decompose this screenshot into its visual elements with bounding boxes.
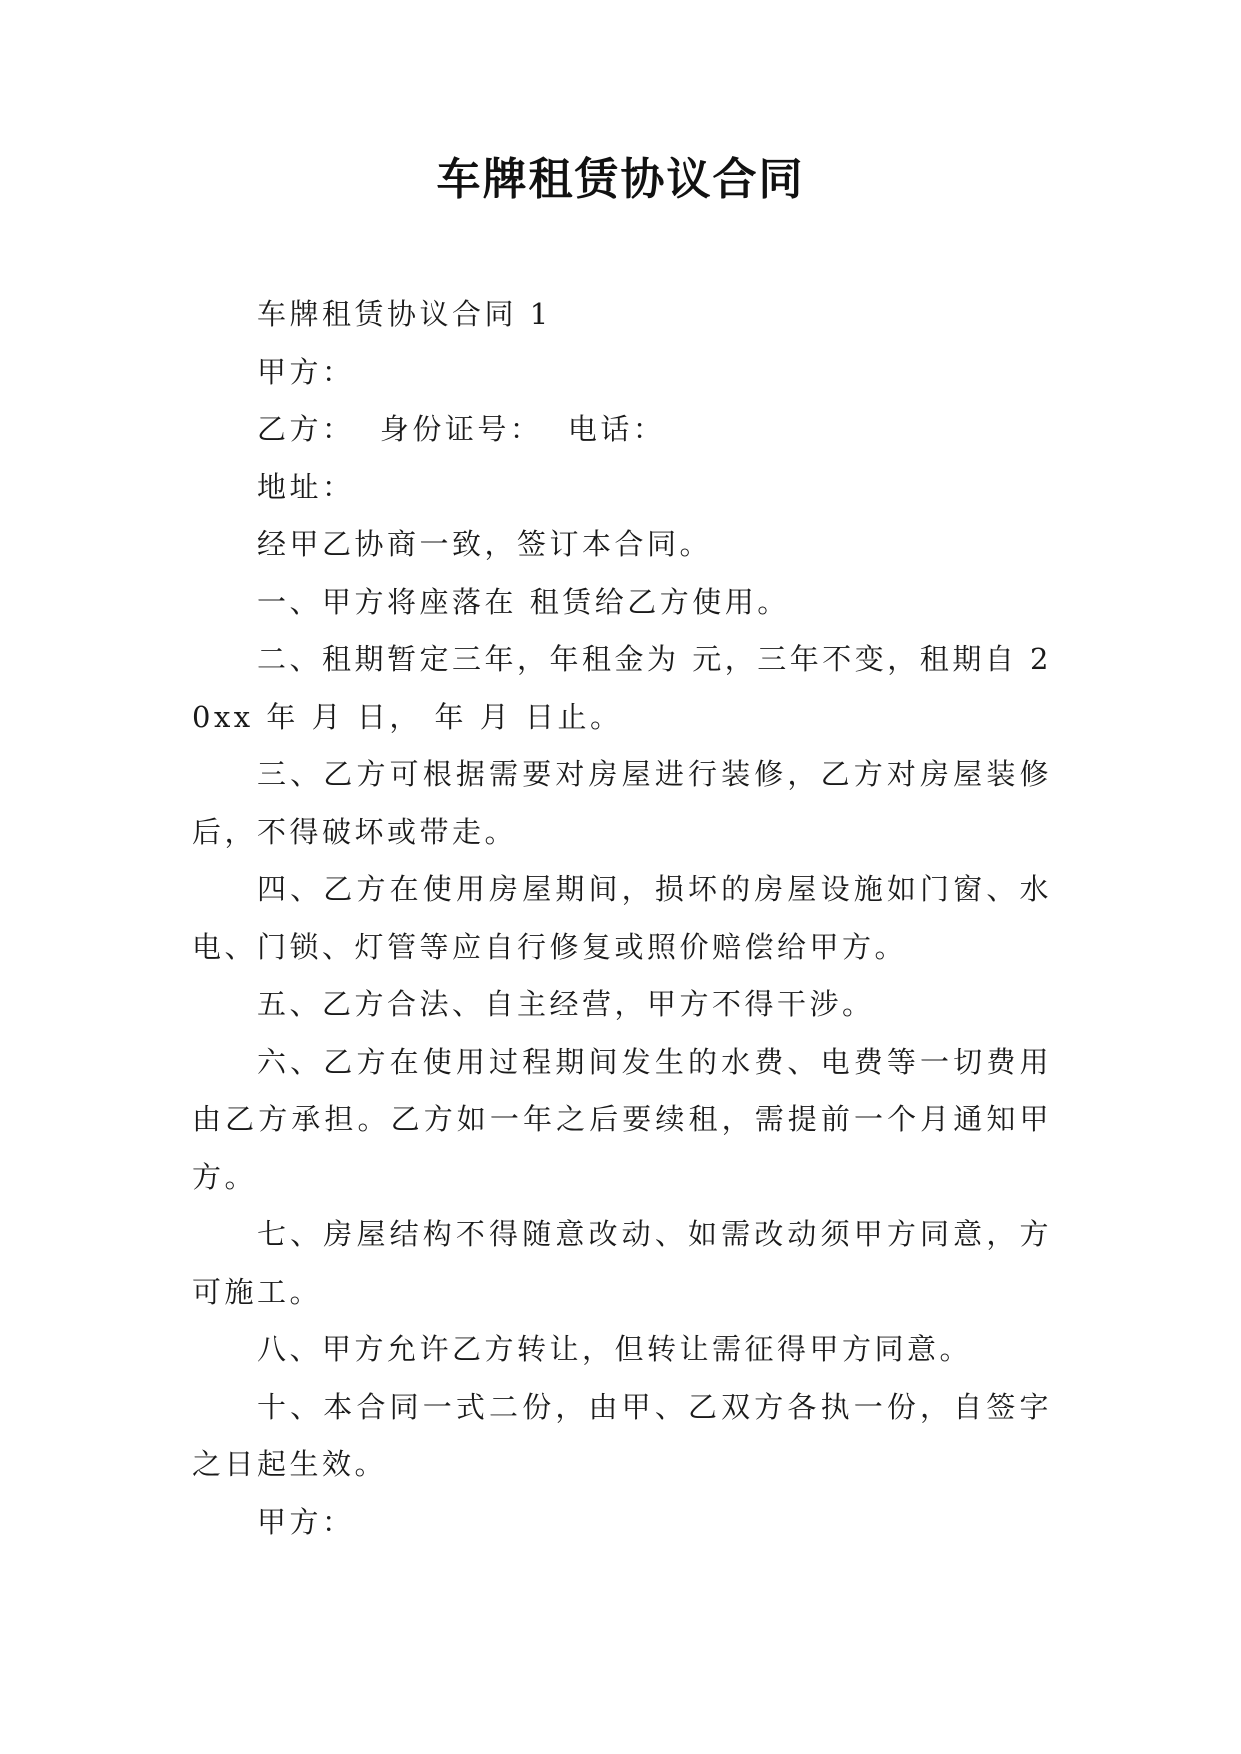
signature-party-a: 甲方：: [257, 1504, 355, 1539]
clause-5: 五、乙方合法、自主经营，甲方不得干涉。: [257, 987, 875, 1021]
paragraph-party-b: 乙方： 身份证号： 电话：: [257, 412, 666, 446]
paragraph-heading: 车牌租赁协议合同 1: [257, 297, 552, 331]
clause-1: 一、甲方将座落在 租赁给乙方使用。: [257, 584, 790, 619]
clause-8: 八、甲方允许乙方转让，但转让需征得甲方同意。: [257, 1332, 973, 1366]
clause-7: 七、房屋结构不得随意改动、如需改动须甲方同意，方可施工。: [192, 1217, 1052, 1309]
paragraph-party-a: 甲方：: [257, 354, 355, 389]
clause-10: 十、本合同一式二份，由甲、乙双方各执一份，自签字之日起生效。: [192, 1389, 1052, 1481]
document-title: 车牌租赁协议合同: [436, 154, 805, 205]
clause-4: 四、乙方在使用房屋期间，损坏的房屋设施如门窗、水电、门锁、灯管等应自行修复或照价赔偿给甲方。: [192, 872, 1052, 964]
document-body: [192, 286, 1052, 1551]
clause-2: 二、租期暂定三年，年租金为 元，三年不变，租期自 20xx 年 月 日， 年 月 日止。: [192, 642, 1052, 734]
paragraph-address: 地址：: [257, 469, 355, 504]
clause-3: 三、乙方可根据需要对房屋进行装修，乙方对房屋装修后，不得破坏或带走。: [192, 757, 1052, 849]
paragraph-agreement: 经甲乙协商一致，签订本合同。: [257, 527, 713, 561]
clause-6: 六、乙方在使用过程期间发生的水费、电费等一切费用由乙方承担。乙方如一年之后要续租，需提前一个月通知甲方。: [192, 1044, 1052, 1194]
